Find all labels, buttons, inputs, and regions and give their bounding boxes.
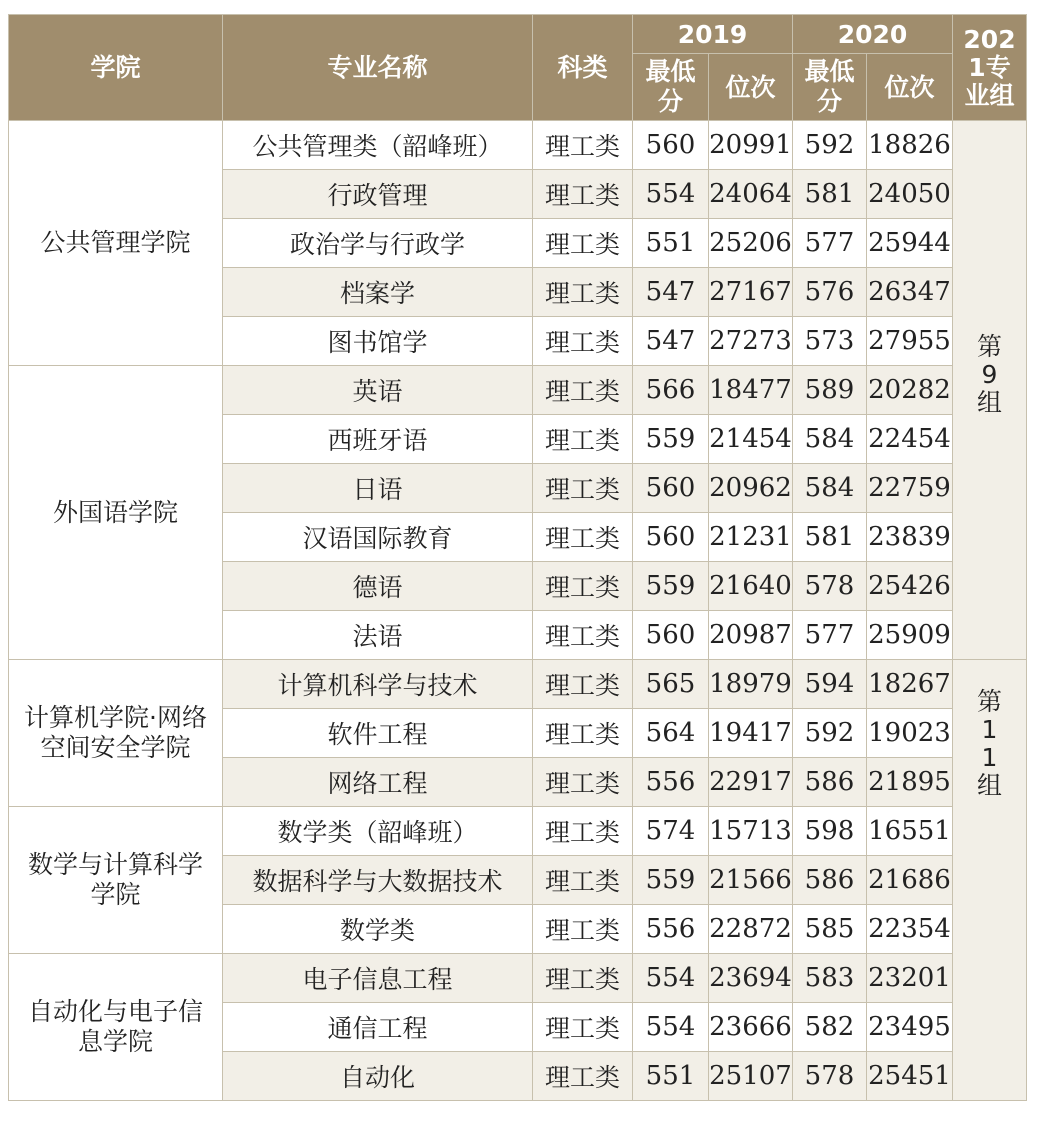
min-score-2019-cell: 551 xyxy=(633,219,709,268)
header-year-2020: 2020 xyxy=(793,15,953,54)
rank-2020-cell: 25426 xyxy=(867,562,953,611)
rank-2019-cell: 21454 xyxy=(709,415,793,464)
group-label: 第11组 xyxy=(976,687,1002,800)
rank-2019-cell: 20987 xyxy=(709,611,793,660)
min-score-2019-cell: 560 xyxy=(633,121,709,170)
header-min-score-2020: 最低分 xyxy=(793,54,867,121)
rank-2019-cell: 25107 xyxy=(709,1052,793,1101)
rank-2019-cell: 18979 xyxy=(709,660,793,709)
min-score-2019-cell: 547 xyxy=(633,268,709,317)
rank-2020-cell: 22354 xyxy=(867,905,953,954)
min-score-2019-cell: 547 xyxy=(633,317,709,366)
rank-2020-cell: 19023 xyxy=(867,709,953,758)
rank-2020-cell: 16551 xyxy=(867,807,953,856)
rank-2020-cell: 24050 xyxy=(867,170,953,219)
min-score-2020-cell: 577 xyxy=(793,611,867,660)
group-label: 第9组 xyxy=(976,332,1002,417)
min-score-2020-cell: 598 xyxy=(793,807,867,856)
min-score-2020-cell: 586 xyxy=(793,758,867,807)
major-name-cell: 图书馆学 xyxy=(223,317,533,366)
min-score-2020-cell: 584 xyxy=(793,464,867,513)
min-score-2019-cell: 566 xyxy=(633,366,709,415)
min-score-2020-cell: 586 xyxy=(793,856,867,905)
rank-2020-cell: 21686 xyxy=(867,856,953,905)
table-row xyxy=(9,954,1027,1003)
major-name-cell: 通信工程 xyxy=(223,1003,533,1052)
category-cell: 理工类 xyxy=(533,317,633,366)
category-cell: 理工类 xyxy=(533,807,633,856)
min-score-2019-cell: 559 xyxy=(633,856,709,905)
rank-2020-cell: 20282 xyxy=(867,366,953,415)
major-name-cell: 档案学 xyxy=(223,268,533,317)
major-name-cell: 汉语国际教育 xyxy=(223,513,533,562)
rank-2019-cell: 22872 xyxy=(709,905,793,954)
rank-2019-cell: 27273 xyxy=(709,317,793,366)
rank-2019-cell: 18477 xyxy=(709,366,793,415)
table-row xyxy=(9,366,1027,415)
rank-2019-cell: 23694 xyxy=(709,954,793,1003)
category-cell: 理工类 xyxy=(533,611,633,660)
category-cell: 理工类 xyxy=(533,366,633,415)
rank-2020-cell: 21895 xyxy=(867,758,953,807)
category-cell: 理工类 xyxy=(533,219,633,268)
rank-2020-cell: 25451 xyxy=(867,1052,953,1101)
header-college: 学院 xyxy=(9,15,223,121)
category-cell: 理工类 xyxy=(533,1052,633,1101)
category-cell: 理工类 xyxy=(533,1003,633,1052)
major-name-cell: 计算机科学与技术 xyxy=(223,660,533,709)
rank-2019-cell: 24064 xyxy=(709,170,793,219)
min-score-2020-cell: 592 xyxy=(793,709,867,758)
rank-2019-cell: 25206 xyxy=(709,219,793,268)
rank-2019-cell: 19417 xyxy=(709,709,793,758)
category-cell: 理工类 xyxy=(533,170,633,219)
min-score-2020-cell: 576 xyxy=(793,268,867,317)
rank-2020-cell: 22759 xyxy=(867,464,953,513)
rank-2020-cell: 25909 xyxy=(867,611,953,660)
min-score-2020-cell: 581 xyxy=(793,513,867,562)
rank-2020-cell: 18826 xyxy=(867,121,953,170)
admission-score-table xyxy=(8,14,1027,1101)
college-name-cell: 数学与计算科学学院 xyxy=(9,807,223,954)
min-score-2020-cell: 582 xyxy=(793,1003,867,1052)
college-name-cell: 外国语学院 xyxy=(9,366,223,660)
min-score-2019-cell: 560 xyxy=(633,611,709,660)
category-cell: 理工类 xyxy=(533,415,633,464)
table-row xyxy=(9,807,1027,856)
category-cell: 理工类 xyxy=(533,660,633,709)
rank-2020-cell: 27955 xyxy=(867,317,953,366)
header-category: 科类 xyxy=(533,15,633,121)
min-score-2019-cell: 554 xyxy=(633,170,709,219)
min-score-2019-cell: 560 xyxy=(633,464,709,513)
college-name-cell: 公共管理学院 xyxy=(9,121,223,366)
group-2021-cell xyxy=(953,660,1027,1101)
min-score-2020-cell: 585 xyxy=(793,905,867,954)
category-cell: 理工类 xyxy=(533,905,633,954)
table-body xyxy=(9,121,1027,1101)
min-score-2020-cell: 594 xyxy=(793,660,867,709)
major-name-cell: 电子信息工程 xyxy=(223,954,533,1003)
category-cell: 理工类 xyxy=(533,709,633,758)
rank-2019-cell: 20962 xyxy=(709,464,793,513)
rank-2020-cell: 18267 xyxy=(867,660,953,709)
major-name-cell: 软件工程 xyxy=(223,709,533,758)
min-score-2020-cell: 578 xyxy=(793,1052,867,1101)
min-score-2020-cell: 583 xyxy=(793,954,867,1003)
min-score-2019-cell: 560 xyxy=(633,513,709,562)
min-score-2020-cell: 573 xyxy=(793,317,867,366)
major-name-cell: 公共管理类（韶峰班） xyxy=(223,121,533,170)
category-cell: 理工类 xyxy=(533,513,633,562)
min-score-2019-cell: 559 xyxy=(633,562,709,611)
rank-2019-cell: 21640 xyxy=(709,562,793,611)
header-major: 专业名称 xyxy=(223,15,533,121)
table-row xyxy=(9,121,1027,170)
min-score-2020-cell: 589 xyxy=(793,366,867,415)
major-name-cell: 数学类 xyxy=(223,905,533,954)
table-header xyxy=(9,15,1027,121)
major-name-cell: 政治学与行政学 xyxy=(223,219,533,268)
rank-2020-cell: 23839 xyxy=(867,513,953,562)
rank-2019-cell: 21231 xyxy=(709,513,793,562)
category-cell: 理工类 xyxy=(533,562,633,611)
rank-2019-cell: 22917 xyxy=(709,758,793,807)
major-name-cell: 自动化 xyxy=(223,1052,533,1101)
min-score-2019-cell: 574 xyxy=(633,807,709,856)
header-group-2021: 2021专业组 xyxy=(953,15,1027,121)
min-score-2020-cell: 584 xyxy=(793,415,867,464)
min-score-2019-cell: 565 xyxy=(633,660,709,709)
header-min-score-2019: 最低分 xyxy=(633,54,709,121)
major-name-cell: 西班牙语 xyxy=(223,415,533,464)
major-name-cell: 德语 xyxy=(223,562,533,611)
rank-2019-cell: 15713 xyxy=(709,807,793,856)
min-score-2019-cell: 556 xyxy=(633,905,709,954)
major-name-cell: 数据科学与大数据技术 xyxy=(223,856,533,905)
category-cell: 理工类 xyxy=(533,121,633,170)
header-rank-2019: 位次 xyxy=(709,54,793,121)
college-name-cell: 自动化与电子信息学院 xyxy=(9,954,223,1101)
category-cell: 理工类 xyxy=(533,268,633,317)
admission-table-container xyxy=(8,14,1027,1101)
min-score-2020-cell: 592 xyxy=(793,121,867,170)
major-name-cell: 日语 xyxy=(223,464,533,513)
major-name-cell: 法语 xyxy=(223,611,533,660)
major-name-cell: 数学类（韶峰班） xyxy=(223,807,533,856)
major-name-cell: 网络工程 xyxy=(223,758,533,807)
rank-2019-cell: 21566 xyxy=(709,856,793,905)
min-score-2019-cell: 554 xyxy=(633,954,709,1003)
rank-2020-cell: 22454 xyxy=(867,415,953,464)
rank-2020-cell: 23201 xyxy=(867,954,953,1003)
min-score-2019-cell: 556 xyxy=(633,758,709,807)
table-row xyxy=(9,660,1027,709)
college-name-cell: 计算机学院·网络空间安全学院 xyxy=(9,660,223,807)
category-cell: 理工类 xyxy=(533,464,633,513)
header-rank-2020: 位次 xyxy=(867,54,953,121)
rank-2019-cell: 20991 xyxy=(709,121,793,170)
min-score-2019-cell: 559 xyxy=(633,415,709,464)
category-cell: 理工类 xyxy=(533,856,633,905)
rank-2019-cell: 23666 xyxy=(709,1003,793,1052)
category-cell: 理工类 xyxy=(533,954,633,1003)
rank-2020-cell: 23495 xyxy=(867,1003,953,1052)
min-score-2019-cell: 551 xyxy=(633,1052,709,1101)
min-score-2020-cell: 581 xyxy=(793,170,867,219)
rank-2020-cell: 25944 xyxy=(867,219,953,268)
group-2021-cell xyxy=(953,121,1027,660)
rank-2020-cell: 26347 xyxy=(867,268,953,317)
min-score-2020-cell: 577 xyxy=(793,219,867,268)
major-name-cell: 英语 xyxy=(223,366,533,415)
min-score-2019-cell: 564 xyxy=(633,709,709,758)
min-score-2019-cell: 554 xyxy=(633,1003,709,1052)
major-name-cell: 行政管理 xyxy=(223,170,533,219)
min-score-2020-cell: 578 xyxy=(793,562,867,611)
rank-2019-cell: 27167 xyxy=(709,268,793,317)
category-cell: 理工类 xyxy=(533,758,633,807)
header-year-2019: 2019 xyxy=(633,15,793,54)
